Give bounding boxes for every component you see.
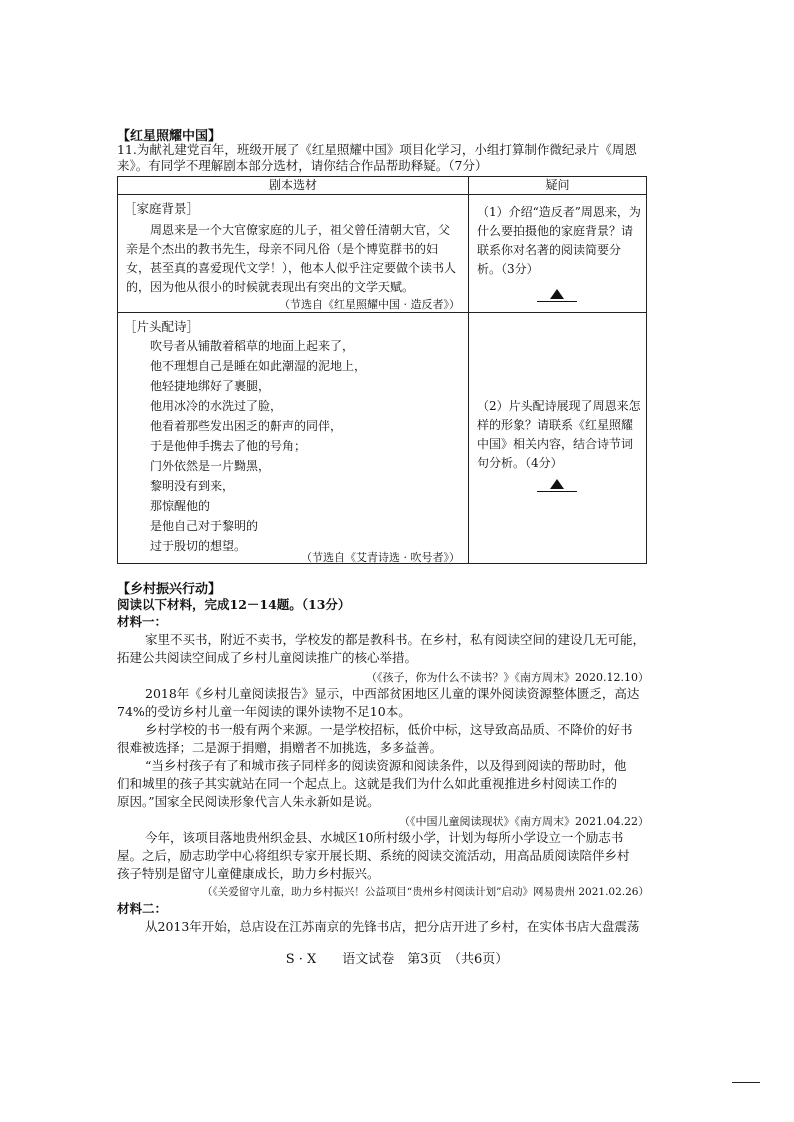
table-header-material: 剧本选材 (118, 177, 469, 195)
row1-material-cell (118, 195, 469, 313)
m1-source-1: （《孩子，你为什么不读书？》《南方周末》2020.12.10） (366, 671, 649, 684)
row1-line-2: 亲是个杰出的教书先生，母亲不同凡俗（是个博览群书的妇 (126, 242, 439, 256)
answer-blank-11-1[interactable] (537, 289, 577, 305)
poem-line-3: 他轻捷地绑好了裹腿， (150, 379, 271, 393)
poem-line-11: 过于殷切的想望。 (150, 539, 247, 553)
m1-p1-line-1: 家里不买书，附近不卖书，学校发的都是教科书。在乡村，私有阅读空间的建设几无可能， (145, 632, 646, 647)
poem-line-9: 那惊醒他的 (150, 499, 211, 513)
m1-p4-line-3: 原因。”国家全民阅读形象代言人朱永新如是说。 (117, 794, 380, 809)
script-question-table (117, 176, 647, 564)
poem-line-7: 门外依然是一片黝黑， (150, 459, 271, 473)
question-11-line-2: 来》。有同学不理解剧本部分选材，请你结合作品帮助释疑。（7分） (117, 158, 488, 173)
row1-source: （节选自《红星照耀中国 · 造反者》） (278, 298, 460, 311)
section-title-red-star: 【红星照耀中国】 (117, 129, 222, 144)
poem-line-6: 于是他伸手携去了他的号角； (150, 439, 307, 453)
row2-question-cell (468, 313, 646, 564)
row2-tag: ［片头配诗］ (124, 319, 200, 334)
row1-question-cell (468, 195, 646, 313)
answer-blank-11-2[interactable] (537, 479, 577, 495)
poem-line-10: 是他自己对于黎明的 (150, 519, 259, 533)
m1-p4-line-2: 们和城里的孩子其实就站在同一个起点上。这就是我们为什么如此重视推进乡村阅读工作的 (117, 776, 618, 791)
poem-line-4: 他用冰冷的水洗过了脸， (150, 399, 283, 413)
m2-p1-line-1: 从2013年开始，总店设在江苏南京的先锋书店，把分店开进了乡村，在实体书店大盘震荡 (145, 919, 640, 934)
row1-line-1: 周恩来是一个大官僚家庭的儿子，祖父曾任清朝大官，父 (150, 223, 451, 237)
poem-line-8: 黎明没有到来， (150, 479, 235, 493)
section-title-rural-revitalization: 【乡村振兴行动】 (117, 582, 222, 597)
row2-material-cell (118, 313, 469, 564)
m1-p3-line-2: 很难被选择；二是源于捐赠，捐赠者不加挑选，多多益善。 (117, 740, 443, 755)
poem-line-2: 他不理想自己是睡在如此潮湿的泥地上， (150, 359, 367, 373)
reading-intro: 阅读以下材料，完成12－14题。（13分） (117, 597, 351, 612)
m1-p3-line-1: 乡村学校的书一般有两个来源。一是学校招标，低价中标，这导致高品质、不降价的好书 (145, 722, 633, 737)
m1-source-3: （《关爱留守儿童，助力乡村振兴！公益项目“贵州乡村阅读计划”启动》网易贵州 2021.02.26） (202, 886, 649, 898)
m1-source-2: （《中国儿童阅读现状》《南方周末》2021.04.22） (399, 815, 649, 828)
answer-line (537, 301, 577, 302)
m1-p5-line-1: 今年，该项目落地贵州织金县、水城区10所村级小学，计划为每所小学设立一个励志书 (145, 830, 624, 845)
question-11-line-1: 11.为献礼建党百年，班级开展了《红星照耀中国》项目化学习，小组打算制作微纪录片《周恩 (117, 142, 637, 157)
triangle-marker-icon (550, 479, 564, 489)
m1-p2-line-2: 74%的受访乡村儿童一年阅读的课外读物不足10本。 (117, 704, 411, 719)
corner-dash (732, 1082, 760, 1083)
triangle-marker-icon (550, 289, 564, 299)
m1-p2-line-1: 2018年《乡村儿童阅读报告》显示，中西部贫困地区儿童的课外阅读资源整体匮乏，高达 (145, 686, 640, 701)
row1-tag: ［家庭背景］ (124, 201, 200, 216)
m1-p4-line-1: “当乡村孩子有了和城市孩子同样多的阅读资源和阅读条件，以及得到阅读的帮助时，他 (145, 758, 627, 773)
m1-p5-line-3: 孩子特别是留守儿童健康成长，助力乡村振兴。 (117, 866, 380, 881)
page-footer: S · X 语文试卷 第3页 （共6页） (285, 952, 509, 967)
question-11-2-text: （2）片头配诗展现了周恩来怎样的形象？请联系《红星照耀中国》相关内容，结合诗节词句分析。（4分） (476, 399, 641, 470)
table-header-question: 疑问 (468, 177, 646, 195)
row1-line-4: 的，因为他从很小的时候就表现出有突出的文学天赋。 (126, 280, 415, 294)
row2-source: （节选自《艾青诗选 · 吹号者》） (300, 551, 460, 564)
poem-line-5: 他看着那些发出困乏的鼾声的同伴， (150, 419, 343, 433)
material-2-label: 材料二： (117, 901, 168, 916)
poem-line-1: 吹号者从铺散着稻草的地面上起来了， (150, 339, 355, 353)
m1-p5-line-2: 屋。之后，励志助学中心将组织专家开展长期、系统的阅读交流活动，用高品质阅读陪伴乡村 (117, 848, 630, 863)
m1-p1-line-2: 拓建公共阅读空间成了乡村儿童阅读推广的核心举措。 (117, 650, 418, 665)
question-11-1-text: （1）介绍“造反者”周恩来，为什么要拍摄他的家庭背景？请联系你对名著的阅读简要分析。（3分） (476, 205, 641, 276)
row1-line-3: 女，甚至真的喜爱现代文学！），他本人似乎注定要做个读书人 (126, 261, 457, 275)
answer-line (537, 491, 577, 492)
material-1-label: 材料一： (117, 614, 168, 629)
